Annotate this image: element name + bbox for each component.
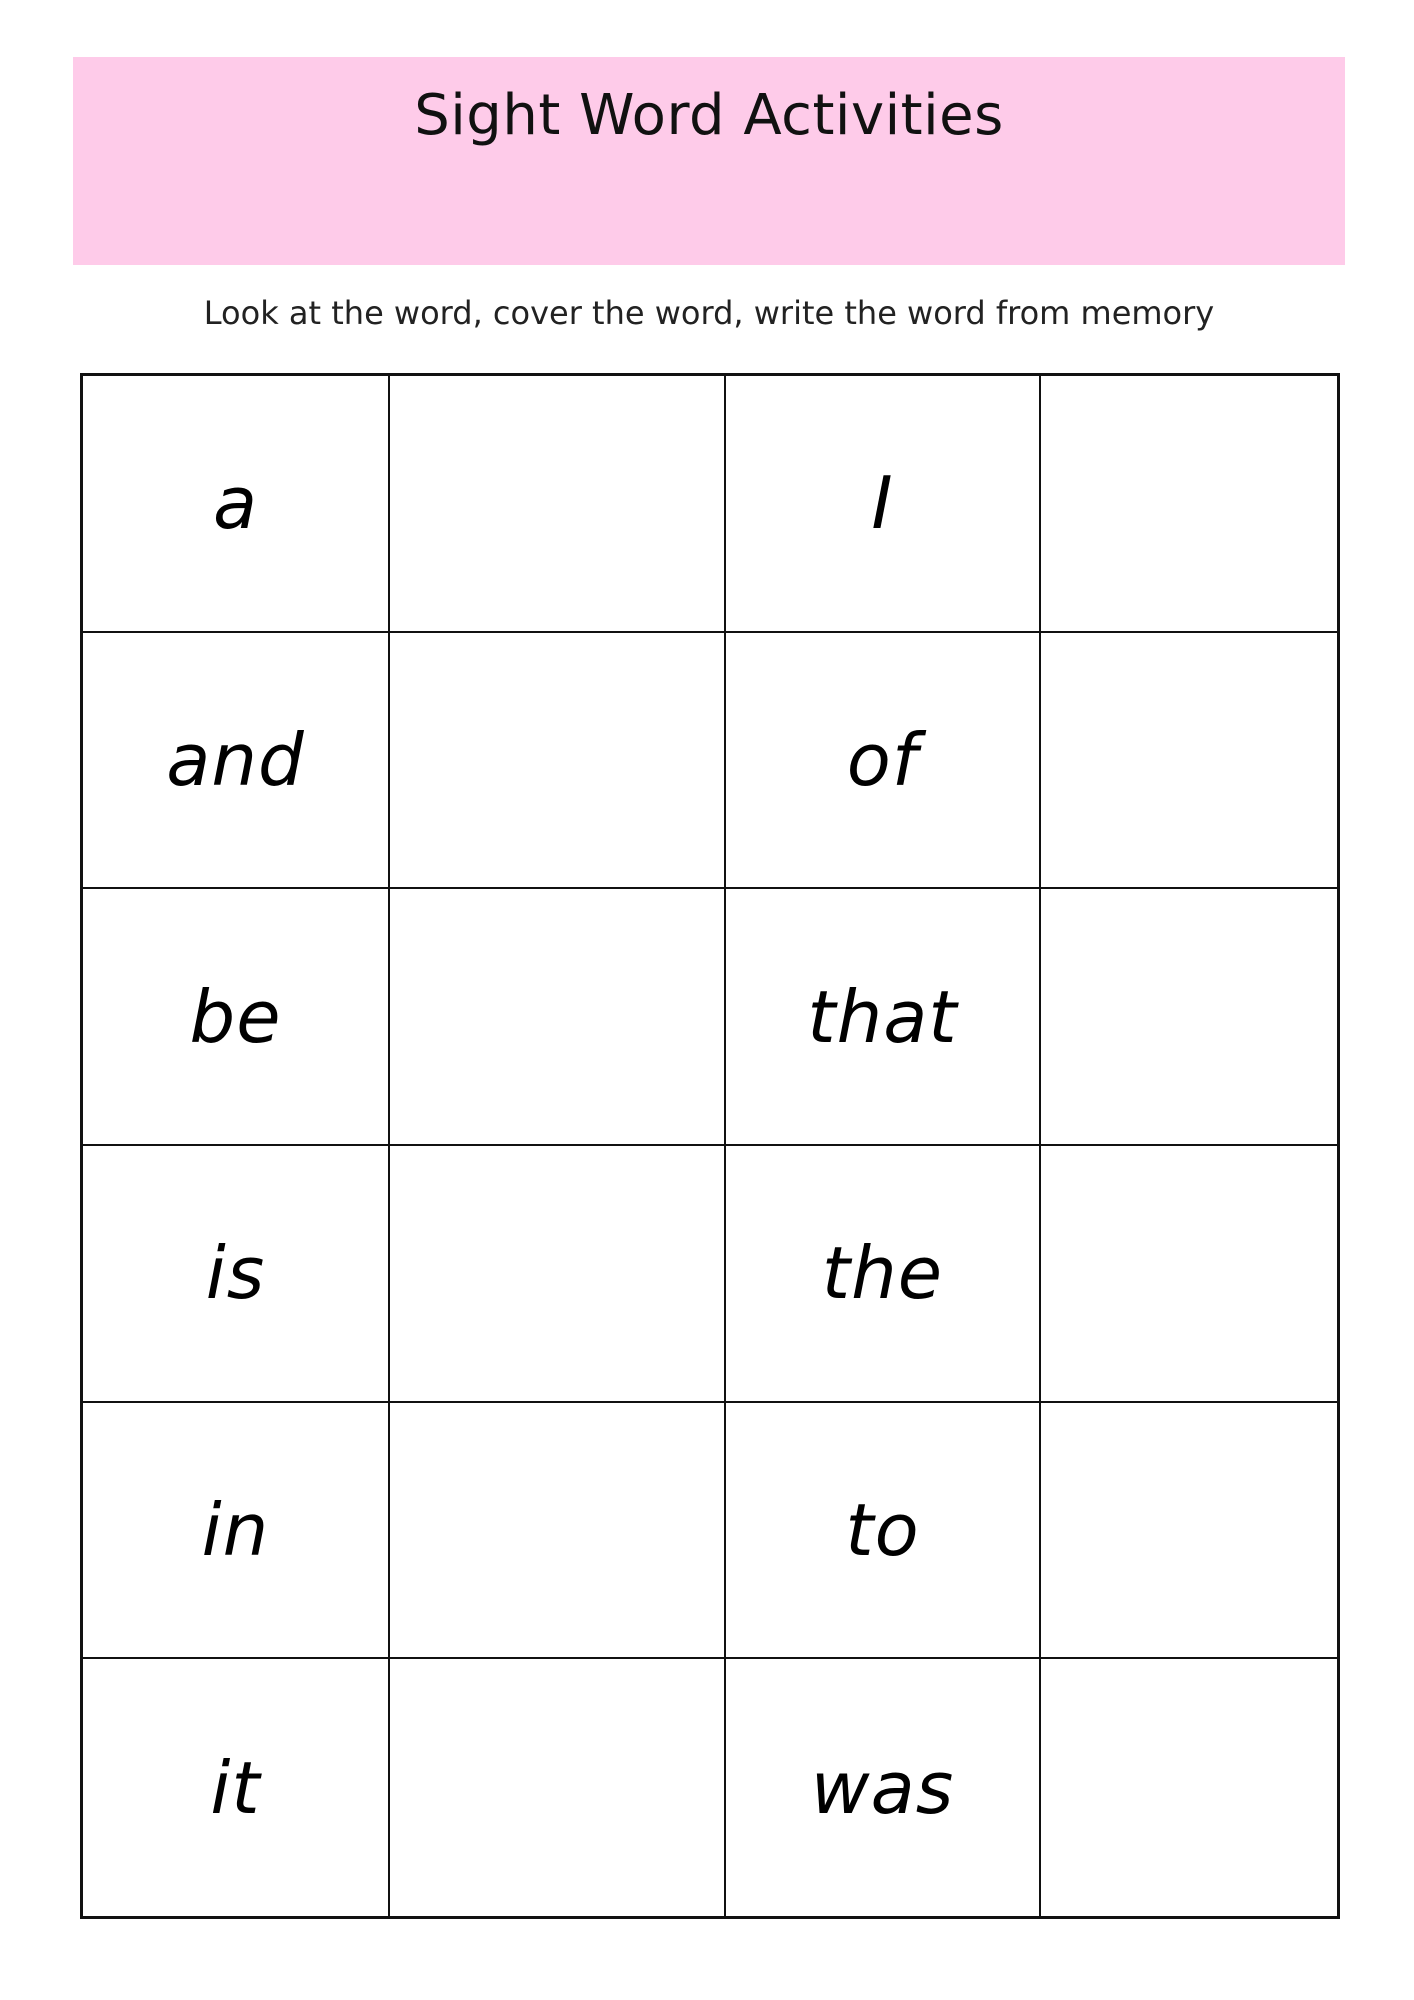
- write-cell[interactable]: [1041, 889, 1337, 1146]
- write-cell[interactable]: [1041, 633, 1337, 890]
- title-banner: [73, 57, 1345, 265]
- sight-word: I: [871, 461, 894, 546]
- write-cell[interactable]: [390, 376, 726, 633]
- write-cell[interactable]: [390, 889, 726, 1146]
- instructions: Look at the word, cover the word, write the word from memory: [203, 294, 1215, 332]
- word-cell: [83, 633, 390, 890]
- write-cell[interactable]: [390, 1146, 726, 1403]
- word-table: [80, 373, 1340, 1919]
- write-cell[interactable]: [390, 1659, 726, 1916]
- sight-word: in: [201, 1487, 270, 1572]
- sight-word: that: [807, 974, 958, 1059]
- word-cell: [83, 1659, 390, 1916]
- write-cell[interactable]: [1041, 1659, 1337, 1916]
- sight-word: is: [205, 1231, 266, 1316]
- word-cell: [726, 633, 1041, 890]
- sight-word: and: [166, 717, 305, 802]
- sight-word: be: [189, 974, 282, 1059]
- word-cell: [83, 376, 390, 633]
- sight-word: of: [846, 717, 919, 802]
- write-cell[interactable]: [390, 633, 726, 890]
- word-cell: [726, 889, 1041, 1146]
- sight-word: the: [821, 1231, 944, 1316]
- word-cell: [726, 1659, 1041, 1916]
- word-cell: [83, 889, 390, 1146]
- word-cell: [83, 1403, 390, 1660]
- sight-word: was: [810, 1745, 955, 1830]
- page-title: Sight Word Activities: [414, 83, 1004, 148]
- sight-word: a: [212, 461, 259, 546]
- write-cell[interactable]: [390, 1403, 726, 1660]
- sight-word: to: [845, 1487, 920, 1572]
- word-cell: [83, 1146, 390, 1403]
- word-cell: [726, 376, 1041, 633]
- word-cell: [726, 1403, 1041, 1660]
- write-cell[interactable]: [1041, 376, 1337, 633]
- write-cell[interactable]: [1041, 1146, 1337, 1403]
- word-cell: [726, 1146, 1041, 1403]
- sight-word: it: [210, 1745, 261, 1830]
- write-cell[interactable]: [1041, 1403, 1337, 1660]
